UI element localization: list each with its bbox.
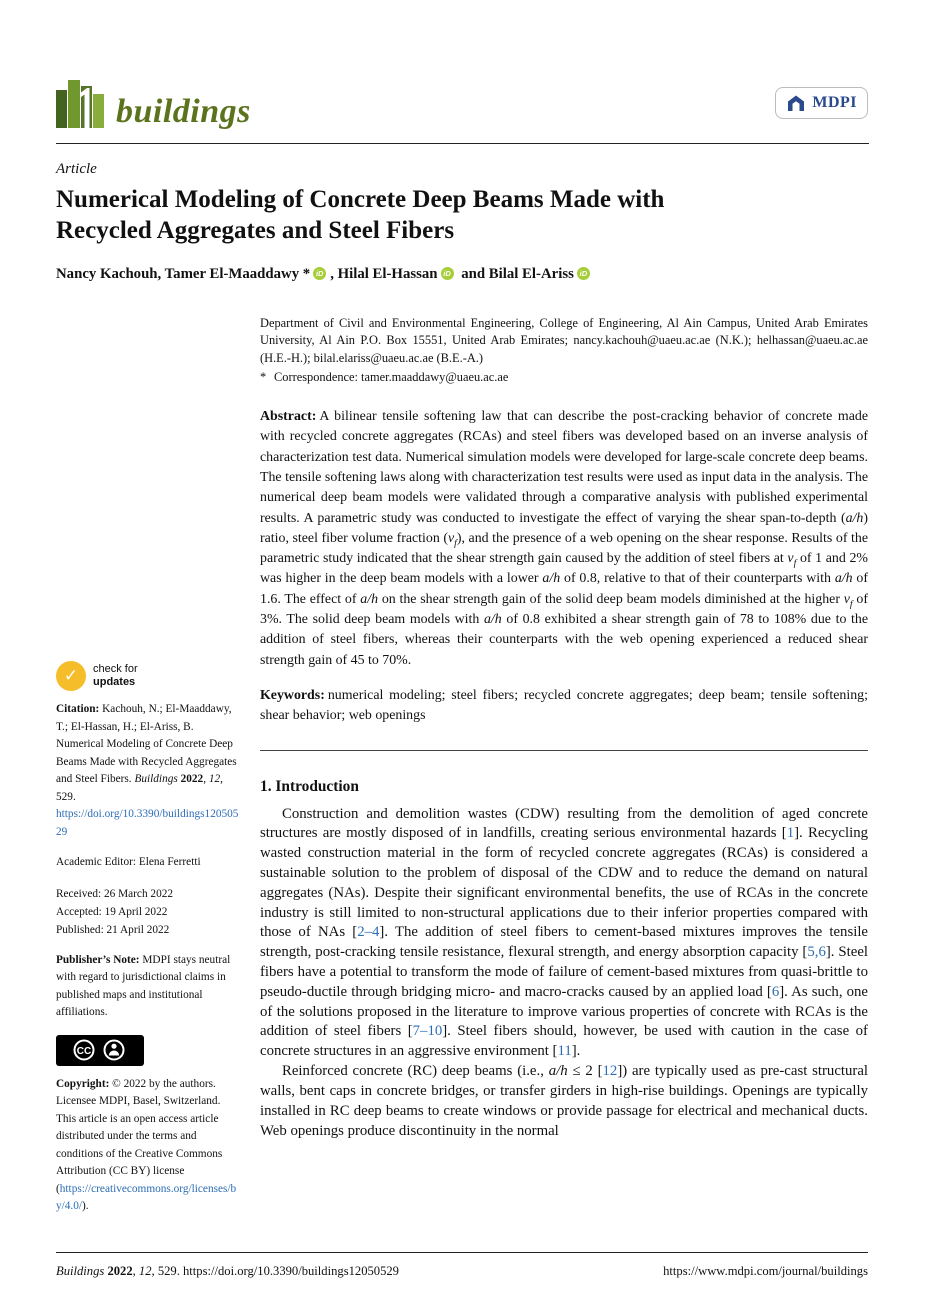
publishers-note bbox=[56, 952, 240, 1022]
intro-paragraph-1 bbox=[260, 805, 868, 1063]
correspondence-line bbox=[260, 370, 868, 385]
main-column bbox=[260, 315, 868, 1141]
intro-paragraph-2 bbox=[260, 1062, 868, 1141]
abstract bbox=[260, 407, 868, 671]
text-segment: of 1 and 2% was higher in the deep beam models with a lower bbox=[260, 551, 868, 587]
author-name: and Bilal El-Ariss bbox=[457, 266, 574, 282]
correspondence-text: Correspondence: tamer.maaddawy@uaeu.ac.ae bbox=[274, 370, 509, 385]
italic-segment: Buildings bbox=[56, 1264, 108, 1278]
buildings-logo-icon bbox=[56, 78, 106, 128]
text-segment: ]. The addition of steel fibers to cement-based mixtures improves the tensile strength, post-cracking tensile resistance, flexural strength, and energy absorption capacity [ bbox=[260, 924, 868, 961]
text-segment: ). bbox=[82, 1200, 89, 1213]
text-segment: ]. As such, one of the solutions proposed in the literature to improve various properties of concrete with RCAs is the addition of steel fibers [ bbox=[260, 983, 868, 1040]
accepted-date: Accepted: 19 April 2022 bbox=[56, 905, 168, 918]
text-segment: ]. Steel fibers should, however, be used with caution in the case of concrete structures in an aggressive environment [ bbox=[260, 1023, 868, 1060]
article-type-label: Article bbox=[56, 161, 97, 177]
authors-line bbox=[56, 266, 869, 283]
received-date: Received: 26 March 2022 bbox=[56, 887, 174, 900]
text-segment: Kachouh, N.; El-Maaddawy, T.; El-Hassan, H.; El-Ariss, B. Numerical Modeling of Concrete Deep Beams Made with Recycled Aggregates and Steel Fibers. bbox=[56, 703, 237, 785]
text-segment: ]. bbox=[571, 1043, 581, 1060]
dates-block bbox=[56, 885, 240, 939]
correspondence-marker: * bbox=[260, 370, 267, 385]
subscript-segment: f bbox=[793, 557, 797, 569]
reference-link[interactable]: 2–4 bbox=[357, 924, 380, 941]
text-segment: © 2022 by the authors. Licensee MDPI, Basel, Switzerland. This article is an open access article distributed under the terms and conditions of the Creative Commons Attribution (CC BY) license ( bbox=[56, 1077, 223, 1195]
keywords bbox=[260, 686, 868, 727]
text-segment: of 0.8, relative to that of their counterparts with bbox=[560, 571, 835, 587]
italic-segment: a/h bbox=[845, 510, 864, 526]
orcid-icon[interactable]: iD bbox=[441, 267, 454, 280]
keywords-text: numerical modeling; steel fibers; recycled concrete aggregates; deep beam; tensile softening; shear behavior; web openings bbox=[260, 687, 868, 724]
affiliation-text: Department of Civil and Environmental Engineering, College of Engineering, Al Ain Campus, United Arab Emirates University, Al Ain P.O. Box 15551, United Arab Emirates; nancy.kachouh@uaeu.ac.ae (N.K.); helhassan@uaeu.ac.ae (H.E.-H.); bilal.elariss@uaeu.ac.ae (B.E.-A.) bbox=[260, 316, 868, 365]
text-segment: ]. Steel fibers have a potential to transform the mode of failure of cement-based mixtures from quasi-brittle to pseudo-ductile through bridging micro- and macro-cracks caused by an applied load [ bbox=[260, 944, 868, 1000]
reference-link[interactable]: 12 bbox=[602, 1063, 618, 1080]
header-divider bbox=[56, 143, 869, 144]
author-name: Nancy Kachouh, Tamer El-Maaddawy * bbox=[56, 266, 311, 282]
subscript-segment: f bbox=[849, 598, 853, 610]
reference-link[interactable]: 6 bbox=[771, 983, 780, 1000]
reference-link[interactable]: 1 bbox=[786, 825, 795, 842]
italic-segment: 12 bbox=[138, 1264, 152, 1278]
reference-link[interactable]: https://doi.org/10.3390/buildings12050529 bbox=[56, 808, 239, 838]
text-segment: ), and the presence of a web opening on the shear response. Results of the parametric study indicated that the shear strength gain caused by the addition of steel fibers at bbox=[260, 530, 868, 567]
abstract-divider bbox=[260, 750, 868, 751]
mdpi-logo[interactable] bbox=[775, 87, 868, 119]
copyright-block bbox=[56, 1076, 240, 1216]
italic-segment: a/h bbox=[548, 1063, 568, 1080]
mdpi-wordmark: MDPI bbox=[812, 94, 857, 111]
text-segment: ]) are typically used as pre-cast structural walls, bent caps in concrete bridges, or transfer girders in high-rise buildings. Openings are typically installed in RC deep beams to create windows or provide passage for electrical and mechanical ducts. Web openings produce discontinuity in the normal bbox=[260, 1063, 868, 1139]
text-segment: , 529. bbox=[56, 773, 223, 803]
author-name: , Hilal El-Hassan bbox=[330, 266, 438, 282]
text-segment: A bilinear tensile softening law that can describe the post-cracking behavior of concrete made with recycled concrete aggregates (RCAs) and steel fibers was developed based on an inverse analysis of characterization test data. Numerical simulation models were developed for large-scale concrete deep beams. The tensile softening laws along with characterization test results were used as input data in the analysis. The numerical deep beam models were validated through a comparative analysis with published experimental results. A parametric study was conducted to investigate the effect of varying the shear span-to-depth ( bbox=[260, 409, 868, 526]
check-for-updates-badge[interactable] bbox=[56, 661, 240, 691]
reference-link[interactable]: 7–10 bbox=[412, 1023, 443, 1040]
subscript-segment: f bbox=[454, 537, 457, 549]
footer-divider bbox=[56, 1252, 868, 1253]
check-icon: ✓ bbox=[56, 661, 86, 691]
text-segment: ]. Recycling wasted construction material in the form of recycled concrete aggregates (RCAs) is considered a sustainable solution to the problem of disposal of the CDW and to reduce the demand on natural aggregates (NAs). Despite their significant environmental benefits, the use of RCAs in the concrete industry is still limited to non-structural applications due to their inferior properties compared with those of NAs [ bbox=[260, 825, 868, 941]
text-segment: ≤ 2 [ bbox=[567, 1063, 603, 1080]
bold-segment: Citation: bbox=[56, 703, 103, 715]
footer-row bbox=[56, 1264, 868, 1279]
page-footer bbox=[56, 1252, 868, 1279]
academic-editor-line: Academic Editor: Elena Ferretti bbox=[56, 856, 201, 868]
italic-segment: a/h bbox=[542, 571, 561, 587]
check-badge-line1: check for bbox=[93, 663, 138, 676]
italic-segment: 12 bbox=[208, 773, 221, 785]
mdpi-logo-icon bbox=[786, 94, 806, 112]
bold-segment: Publisher’s Note: bbox=[56, 953, 143, 966]
italic-segment: a/h bbox=[360, 591, 379, 607]
italic-segment: a/h bbox=[483, 612, 502, 628]
italic-segment: Buildings bbox=[134, 773, 181, 785]
reference-link[interactable]: 5,6 bbox=[807, 944, 826, 961]
text-segment: of 3%. The solid deep beam models with bbox=[260, 591, 868, 628]
text-segment: of 1.6. The effect of bbox=[260, 571, 868, 607]
text-segment: , bbox=[203, 773, 209, 785]
italic-segment: a/h bbox=[834, 571, 853, 587]
text-segment: Reinforced concrete (RC) deep beams (i.e., bbox=[282, 1063, 549, 1080]
check-badge-line2: updates bbox=[93, 676, 136, 688]
cc-by-license-badge[interactable] bbox=[56, 1035, 144, 1066]
cc-glyph: CC bbox=[76, 1045, 92, 1057]
text-segment: , 529. https://doi.org/10.3390/buildings12050529 bbox=[151, 1264, 399, 1278]
bold-segment: 2022 bbox=[180, 773, 204, 785]
text-segment: Construction and demolition wastes (CDW) resulting from the demolition of aged concrete structures are mostly disposed of in landfills, creating serious environmental hazards [ bbox=[260, 805, 868, 842]
orcid-icon[interactable]: iD bbox=[313, 267, 326, 280]
italic-segment: v bbox=[787, 551, 794, 567]
abstract-text bbox=[260, 409, 868, 668]
footer-citation bbox=[56, 1264, 399, 1279]
abstract-label: Abstract: bbox=[260, 409, 317, 425]
sidebar bbox=[56, 661, 240, 1229]
journal-url[interactable]: https://www.mdpi.com/journal/buildings bbox=[663, 1264, 868, 1278]
reference-link[interactable]: 11 bbox=[557, 1043, 572, 1060]
masthead bbox=[0, 0, 925, 128]
article-title: Numerical Modeling of Concrete Deep Beams Made with Recycled Aggregates and Steel Fibers bbox=[56, 186, 665, 244]
keywords-label: Keywords: bbox=[260, 687, 325, 703]
section-heading-introduction: 1. Introduction bbox=[260, 777, 359, 795]
text-segment: , bbox=[132, 1264, 139, 1278]
bold-segment: 2022 bbox=[107, 1264, 133, 1278]
text-segment: of 0.8 exhibited a shear strength gain of 78 to 108% due to the addition of steel fibers, whereas their counterparts with the web opening experienced a reduced shear strength gain of 45 to 70%. bbox=[260, 612, 869, 668]
orcid-icon[interactable]: iD bbox=[577, 267, 590, 280]
text-segment: ) ratio, steel fiber volume fraction ( bbox=[260, 510, 868, 546]
reference-link[interactable]: https://creativecommons.org/licenses/by/4.0/ bbox=[56, 1182, 237, 1213]
journal-wordmark: buildings bbox=[116, 92, 251, 130]
italic-segment: v bbox=[843, 591, 850, 607]
citation-block bbox=[56, 701, 240, 841]
buildings-logo[interactable] bbox=[56, 78, 251, 128]
text-segment: MDPI stays neutral with regard to jurisdictional claims in published maps and institutional affiliations. bbox=[56, 953, 231, 1019]
published-date: Published: 21 April 2022 bbox=[56, 923, 170, 936]
check-badge-label bbox=[93, 663, 138, 688]
bold-segment: Copyright: bbox=[56, 1077, 113, 1090]
italic-segment: v bbox=[447, 530, 455, 546]
cc-by-icon bbox=[70, 1038, 130, 1062]
text-segment: on the shear strength gain of the solid deep beam models diminished at the higher bbox=[378, 591, 844, 607]
